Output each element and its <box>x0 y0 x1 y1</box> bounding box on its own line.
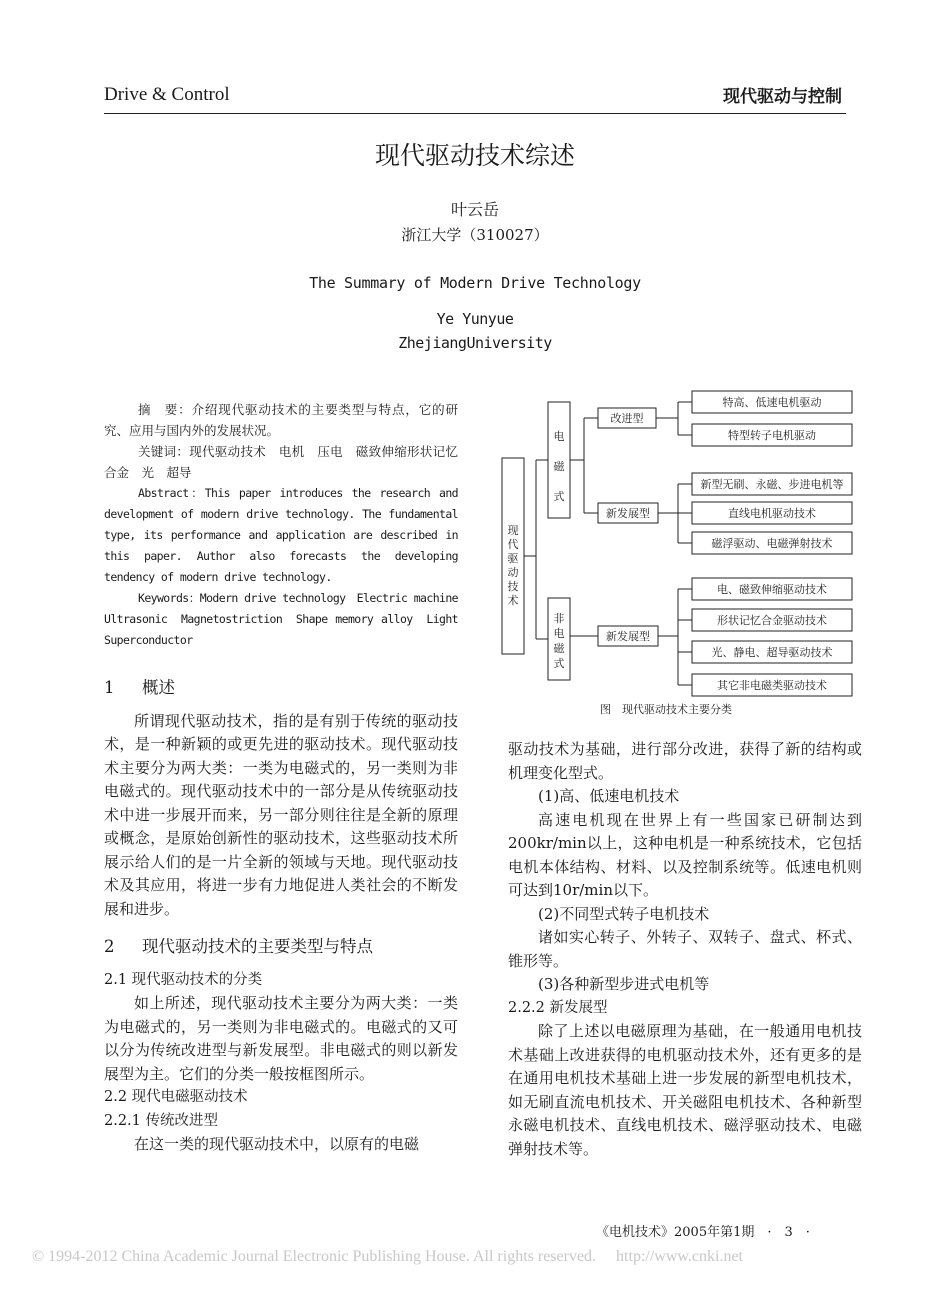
section-number: 2 <box>104 937 115 956</box>
leaf-label: 形状记忆合金驱动技术 <box>717 614 827 627</box>
nonem-new-type-label: 新发展型 <box>606 630 650 643</box>
copyright-watermark: © 1994-2012 China Academic Journal Electronic Publishing House. All rights reserved. http://www.cnki.net <box>32 1248 743 1265</box>
electromagnetic-label: 磁 <box>553 460 565 473</box>
list-item-1-paragraph: 高速电机现在世界上有一些国家已研制达到200kr/min以上，这种电机是一种系统技术，它包括电机本体结构、材料、以及控制系统等。低速电机则可达到10r/min以下。 <box>508 810 862 899</box>
section-title: 概述 <box>142 678 175 697</box>
leaf-label: 特高、低速电机驱动 <box>722 396 822 409</box>
leaf-label: 新型无刷、永磁、步进电机等 <box>700 478 844 491</box>
em-new-type-label: 新发展型 <box>606 507 650 520</box>
non-electromagnetic-label: 电 <box>553 627 565 640</box>
leaf-label: 其它非电磁类驱动技术 <box>717 679 827 692</box>
header-journal-section-en: Drive & Control <box>104 84 230 105</box>
author-affiliation-en: ZhejiangUniversity <box>398 334 552 352</box>
list-item-3-heading: (3)各种新型步进式电机等 <box>538 975 710 993</box>
non-electromagnetic-label: 非 <box>553 612 565 625</box>
non-electromagnetic-label: 式 <box>553 657 565 670</box>
page-footer: 《电机技术》2005年第1期 · 3 · <box>596 1225 810 1240</box>
left-column-body <box>104 668 458 1157</box>
non-electromagnetic-label: 磁 <box>553 642 565 655</box>
subsection-2-1-paragraph: 如上所述，现代驱动技术主要分为两大类：一类为电磁式的，另一类则为非电磁式的。电磁式的又可以分为传统改进型与新发展型。非电磁式的则以新发展型为主。它们的分类一般按框图所示。 <box>104 994 458 1083</box>
keywords-en: Keywords：Modern drive technology Electric machine Ultrasonic Magnetostriction Shape memory alloy Light Superconductor <box>104 591 469 647</box>
subsection-2-1-heading: 2.1 现代驱动技术的分类 <box>104 971 263 988</box>
subsection-2-2-heading: 2.2 现代电磁驱动技术 <box>104 1089 248 1105</box>
section-number: 1 <box>104 678 115 697</box>
leaf-label: 光、静电、超导驱动技术 <box>711 646 833 659</box>
subsection-2-2-1-paragraph: 在这一类的现代驱动技术中，以原有的电磁 <box>134 1135 420 1153</box>
root-label: 动 <box>507 566 519 579</box>
abstract-block <box>104 399 469 651</box>
improved-type-label: 改进型 <box>610 412 644 425</box>
author-name-en: Ye Yunyue <box>436 310 514 328</box>
electromagnetic-label: 式 <box>553 490 565 503</box>
root-label: 驱 <box>507 552 519 565</box>
keywords-zh: 关键词：现代驱动技术 电机 压电 磁致伸缩形状记忆合金 光 超导 <box>104 444 458 480</box>
paper-title-en: The Summary of Modern Drive Technology <box>309 274 641 292</box>
electromagnetic-label: 电 <box>553 430 565 443</box>
root-label: 术 <box>507 594 519 607</box>
header-journal-section-zh: 现代驱动与控制 <box>723 87 842 107</box>
subsection-2-2-2-heading: 2.2.2 新发展型 <box>508 999 608 1016</box>
leaf-label: 直线电机驱动技术 <box>728 507 816 520</box>
abstract-en: Abstract：This paper introduces the research and development of modern drive technology. The fundamental type, its performance and application are described in this paper. Author also forecasts the developing tendency of modern drive technology. <box>104 486 458 584</box>
author-name: 叶云岳 <box>450 200 499 219</box>
figure-caption: 图 现代驱动技术主要分类 <box>600 703 732 716</box>
section-1-heading <box>104 676 458 700</box>
leaf-label: 电、磁致伸缩驱动技术 <box>717 583 827 596</box>
classification-diagram <box>496 382 866 702</box>
author-affiliation: 浙江大学（310027） <box>401 226 549 244</box>
leaf-label: 特型转子电机驱动 <box>728 429 816 442</box>
subsection-2-2-1-heading: 2.2.1 传统改进型 <box>104 1112 219 1129</box>
leaf-label: 磁浮驱动、电磁弹射技术 <box>711 537 833 550</box>
header-rule <box>104 113 846 114</box>
list-item-2-paragraph: 诸如实心转子、外转子、双转子、盘式、杯式、锥形等。 <box>508 928 862 970</box>
abstract-zh: 摘 要：介绍现代驱动技术的主要类型与特点，它的研究、应用与国内外的发展状况。 <box>104 402 458 438</box>
list-item-2-heading: (2)不同型式转子电机技术 <box>538 904 710 923</box>
root-label: 技 <box>507 580 519 593</box>
subsection-2-2-2-paragraph: 除了上述以电磁原理为基础，在一般通用电机技术基础上改进获得的电机驱动技术外，还有更多的是在通用电机技术基础上进一步发展的新型电机技术，如无刷直流电机技术、开关磁阻电机技术、各种新型永磁电机技术、直线电机技术、磁浮驱动技术、电磁弹射技术等。 <box>508 1022 862 1158</box>
section-2-heading <box>104 935 458 959</box>
root-label: 现 <box>507 524 519 537</box>
list-item-1-heading: (1)高、低速电机技术 <box>538 787 680 805</box>
root-label: 代 <box>507 538 519 551</box>
section-title: 现代驱动技术的主要类型与特点 <box>142 937 373 956</box>
right-column-body <box>508 738 862 1161</box>
paper-title: 现代驱动技术综述 <box>374 141 575 170</box>
continued-paragraph: 驱动技术为基础，进行部分改进，获得了新的结构或机理变化型式。 <box>508 740 862 782</box>
section-1-paragraph: 所谓现代驱动技术，指的是有别于传统的驱动技术，是一种新颖的或更先进的驱动技术。现代驱动技术主要分为两大类：一类为电磁式的，另一类则为非电磁式的。现代驱动技术中的一部分是从传统驱动技术中进一步展开而来，另一部分则往往是全新的原理或概念，是原始创新性的驱动技术，这些驱动技术所展示给人们的是一片全新的领域与天地。现代驱动技术及其应用，将进一步有力地促进人类社会的不断发展和进步。 <box>104 711 458 918</box>
